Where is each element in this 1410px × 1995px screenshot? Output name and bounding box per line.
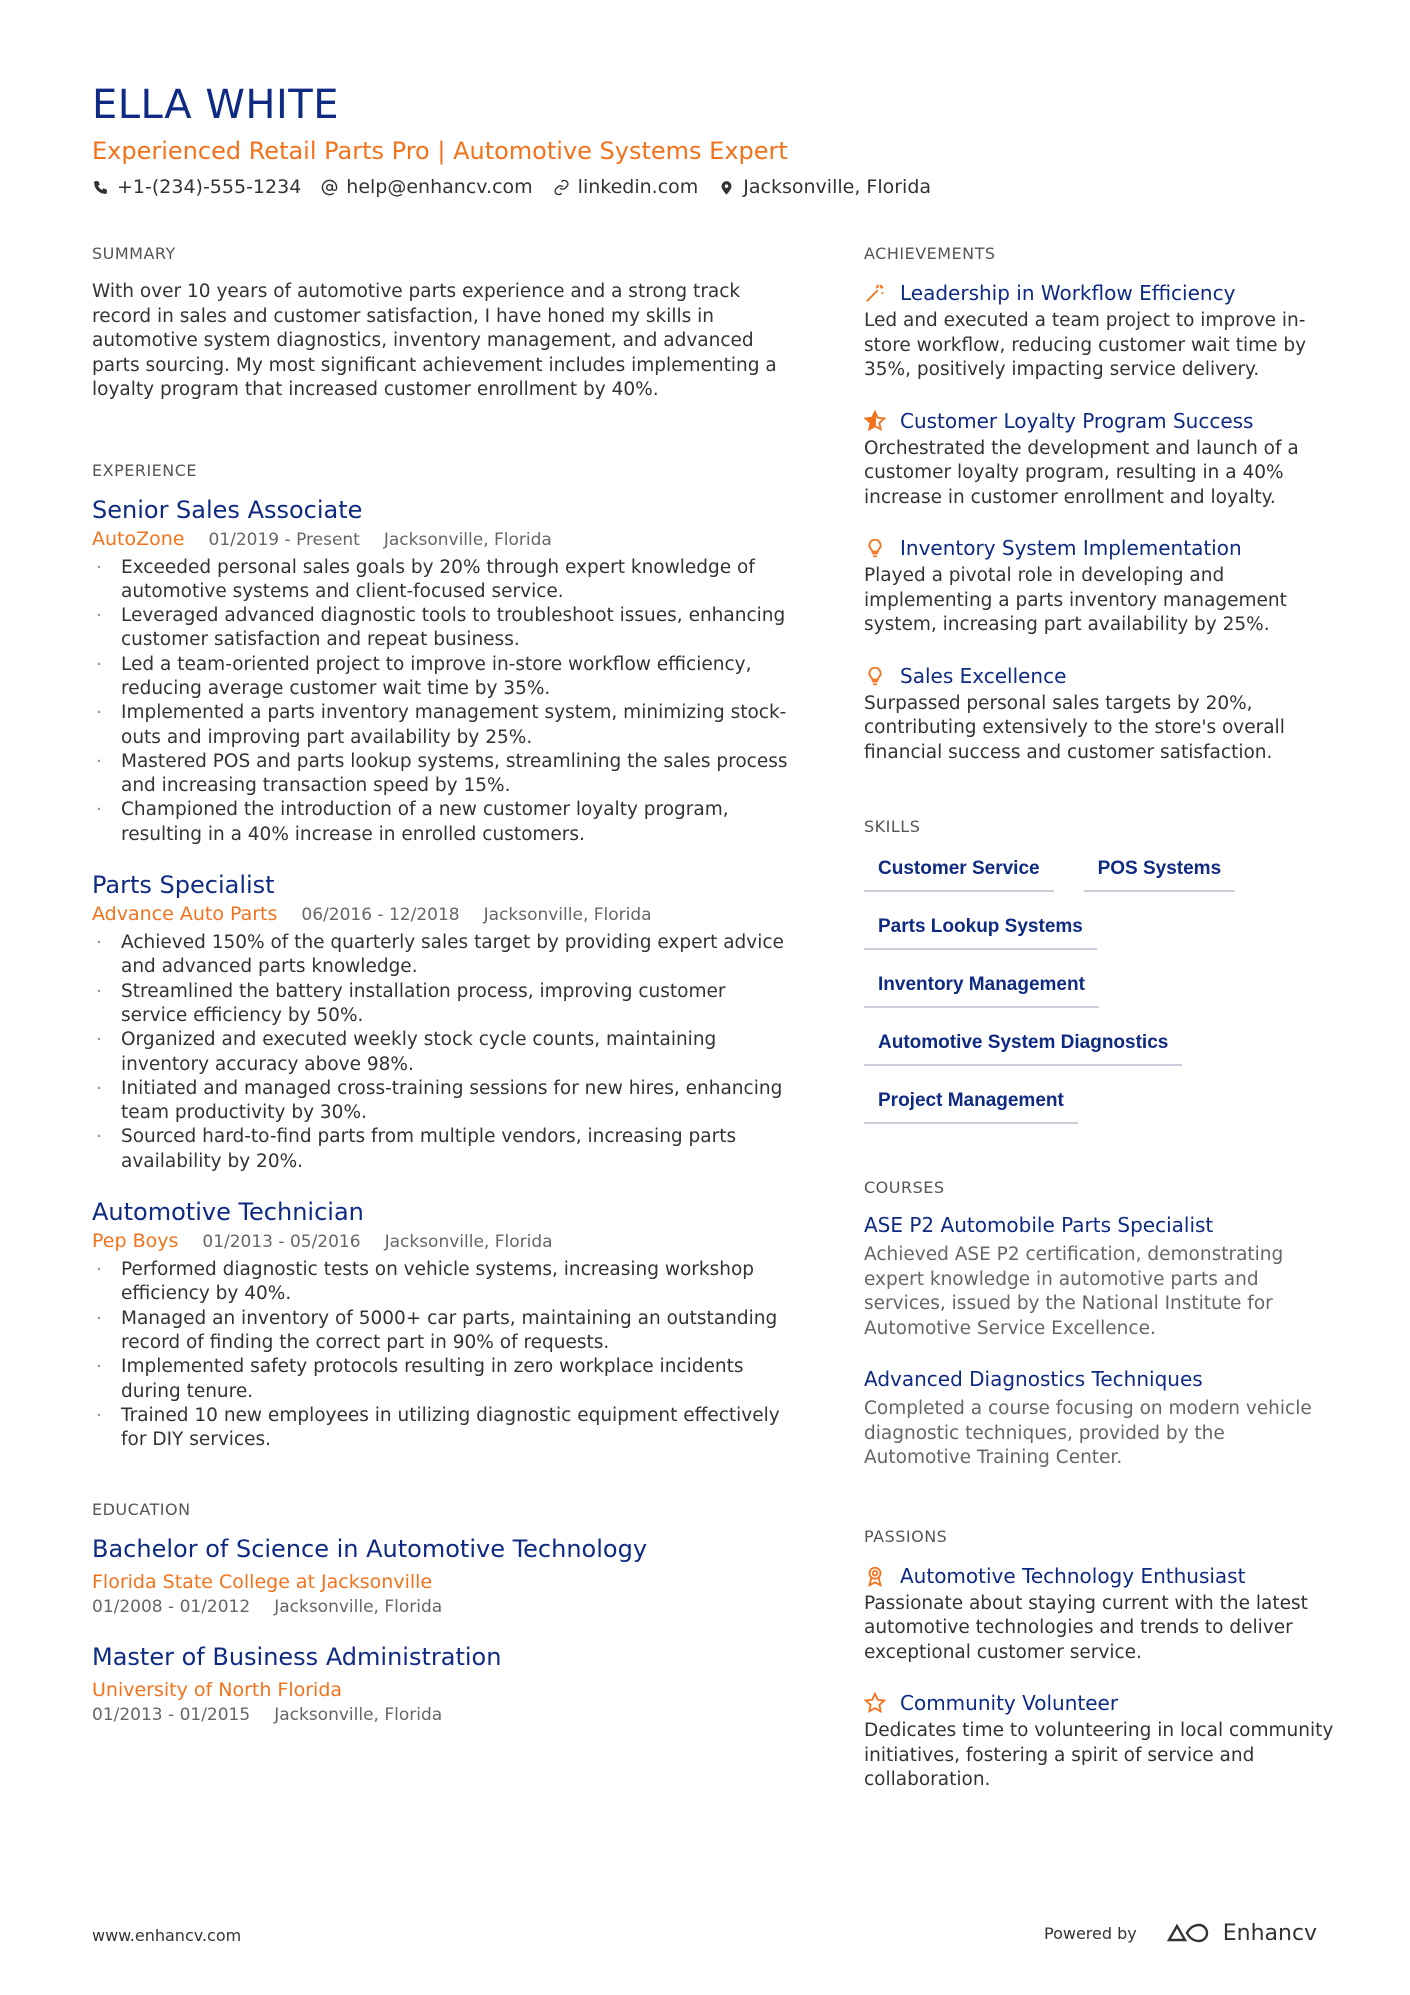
- bullet-item: · Implemented a parts inventory management system, minimizing stock-outs and improving part availability by 25%.: [92, 701, 792, 750]
- bullet-item: · Trained 10 new employees in utilizing diagnostic equipment effectively for DIY services.: [92, 1404, 792, 1453]
- footer-branding: [1044, 1920, 1317, 1946]
- achievement-header: [864, 664, 1334, 688]
- award-ribbon-icon: [864, 1565, 886, 1587]
- skills-list: [864, 850, 1334, 1140]
- education-dates: 01/2013 - 01/2015: [92, 1705, 251, 1726]
- contact-email[interactable]: [321, 176, 532, 198]
- passion-title: Automotive Technology Enthusiast: [900, 1563, 1246, 1588]
- right-column: [864, 244, 1334, 1793]
- achievement-title: Customer Loyalty Program Success: [900, 408, 1254, 433]
- email-text: help@enhancv.com: [346, 176, 533, 198]
- summary-title: SUMMARY: [92, 244, 176, 263]
- bullet-item: · Organized and executed weekly stock cycle counts, maintaining inventory accuracy above 98%.: [92, 1028, 792, 1077]
- degree-title: Bachelor of Science in Automotive Technology: [92, 1535, 648, 1564]
- bullet-item: · Exceeded personal sales goals by 20% through expert knowledge of automotive systems and client-focused service.: [92, 556, 792, 605]
- skill-tag: Parts Lookup Systems: [864, 908, 1097, 950]
- job-title: Senior Sales Associate: [92, 495, 363, 524]
- job-dates: 01/2013 - 05/2016: [202, 1232, 361, 1253]
- achievement-title: Leadership in Workflow Efficiency: [900, 281, 1236, 305]
- lightbulb-icon: [864, 537, 886, 559]
- achievements-section: [864, 244, 1334, 765]
- skill-tag: POS Systems: [1084, 850, 1236, 892]
- courses-section: [864, 1178, 1334, 1471]
- phone-icon: [92, 179, 109, 196]
- lightbulb-icon: [864, 665, 886, 687]
- job-bullets: [92, 1258, 792, 1452]
- skill-tag: Customer Service: [864, 850, 1054, 892]
- achievement-item: [864, 281, 1334, 383]
- contact-phone[interactable]: [92, 176, 301, 198]
- course-text: Completed a course focusing on modern vehicle diagnostic techniques, provided by the Automotive Training Center.: [864, 1398, 1312, 1468]
- education-section: [92, 1500, 792, 1725]
- course-title: Advanced Diagnostics Techniques: [864, 1367, 1203, 1391]
- education-meta: [92, 1597, 792, 1617]
- bullet-item: · Sourced hard-to-find parts from multiple vendors, increasing parts availability by 20%.: [92, 1125, 792, 1174]
- passions-title: PASSIONS: [864, 1526, 948, 1546]
- job-company: Advance Auto Parts: [92, 903, 278, 926]
- skill-tag: Inventory Management: [864, 966, 1099, 1008]
- left-column: [92, 244, 792, 1725]
- achievement-item: [864, 664, 1334, 766]
- bullet-item: · Led a team-oriented project to improve in-store workflow efficiency, reducing average customer wait time by 35%.: [92, 653, 792, 702]
- summary-text: With over 10 years of automotive parts experience and a strong track record in sales and customer satisfaction, I have honed my skills in automotive system diagnostics, inventory management, and advanced parts sourcing. My most significant achievement includes implementing a loyalty program that increased customer enrollment by 40%.: [92, 281, 777, 400]
- map-pin-icon: [718, 179, 735, 196]
- courses-title: COURSES: [864, 1178, 945, 1197]
- job-meta: [92, 1230, 792, 1252]
- education-meta: [92, 1705, 792, 1725]
- magic-wand-icon: [864, 282, 886, 304]
- achievement-title: Sales Excellence: [900, 663, 1067, 688]
- passion-header: [864, 1564, 1334, 1588]
- contact-linkedin[interactable]: [553, 176, 699, 198]
- job-title: Automotive Technician: [92, 1198, 364, 1227]
- achievement-header: [864, 409, 1334, 433]
- course-item: [864, 1213, 1334, 1341]
- job-meta: [92, 903, 792, 925]
- job-entry: [92, 871, 792, 1174]
- achievement-title: Inventory System Implementation: [900, 536, 1242, 560]
- education-title: EDUCATION: [92, 1500, 191, 1520]
- skill-tag: Project Management: [864, 1082, 1078, 1124]
- headline: Experienced Retail Parts Pro | Automotive Systems Expert: [92, 137, 788, 165]
- star-half-icon: [864, 410, 886, 432]
- powered-by-label: Powered by: [1044, 1923, 1137, 1943]
- brand-name: Enhancv: [1222, 1920, 1318, 1946]
- achievement-text: Surpassed personal sales targets by 20%, contributing extensively to the store's overall financial success and customer satisfaction.: [864, 692, 1285, 763]
- bullet-item: · Streamlined the battery installation process, improving customer service efficiency by 50%.: [92, 980, 792, 1029]
- job-dates: 06/2016 - 12/2018: [301, 905, 460, 926]
- passion-header: [864, 1691, 1334, 1715]
- contact-bar: [92, 176, 951, 198]
- achievement-header: [864, 536, 1334, 560]
- job-dates: 01/2019 - Present: [208, 529, 360, 550]
- job-location: Jacksonville, Florida: [483, 905, 652, 926]
- passion-text: Passionate about staying current with the latest automotive technologies and trends to deliver exceptional customer service.: [864, 1592, 1308, 1663]
- course-item: [864, 1367, 1334, 1471]
- experience-title: EXPERIENCE: [92, 460, 198, 480]
- passion-item: [864, 1691, 1334, 1793]
- job-entry: [92, 496, 792, 848]
- bullet-item: · Performed diagnostic tests on vehicle systems, increasing workshop efficiency by 40%.: [92, 1258, 792, 1307]
- bullet-item: · Achieved 150% of the quarterly sales target by providing expert advice and advanced parts knowledge.: [92, 931, 792, 980]
- bullet-item: · Initiated and managed cross-training sessions for new hires, enhancing team productivity by 30%.: [92, 1077, 792, 1126]
- education-entry: [92, 1535, 792, 1617]
- achievement-header: [864, 281, 1334, 305]
- job-title: Parts Specialist: [92, 871, 275, 900]
- course-title: ASE P2 Automobile Parts Specialist: [864, 1213, 1214, 1237]
- job-company: AutoZone: [92, 527, 185, 550]
- education-entry: [92, 1643, 792, 1725]
- enhancv-logo-icon: [1165, 1920, 1213, 1946]
- school-name: Florida State College at Jacksonville: [92, 1571, 433, 1594]
- skills-title: SKILLS: [864, 817, 921, 836]
- job-location: Jacksonville, Florida: [384, 1232, 553, 1253]
- skills-section: [864, 817, 1334, 1140]
- job-meta: [92, 528, 792, 550]
- achievements-title: ACHIEVEMENTS: [864, 244, 996, 263]
- education-location: Jacksonville, Florida: [274, 1597, 443, 1618]
- footer-website[interactable]: www.enhancv.com: [92, 1926, 242, 1945]
- skill-tag: Automotive System Diagnostics: [864, 1024, 1182, 1066]
- bullet-item: · Managed an inventory of 5000+ car parts, maintaining an outstanding record of finding the correct part in 90% of requests.: [92, 1307, 792, 1356]
- experience-section: [92, 461, 792, 1453]
- linkedin-text: linkedin.com: [577, 176, 699, 198]
- passions-section: [864, 1527, 1334, 1793]
- bullet-item: · Implemented safety protocols resulting in zero workplace incidents during tenure.: [92, 1355, 792, 1404]
- course-text: Achieved ASE P2 certification, demonstrating expert knowledge in automotive parts and services, issued by the National Institute for Automotive Service Excellence.: [864, 1244, 1284, 1339]
- link-icon: [553, 179, 570, 196]
- phone-text: +1-(234)-555-1234: [117, 176, 302, 198]
- brand-logo[interactable]: [1165, 1920, 1317, 1946]
- job-entry: [92, 1198, 792, 1452]
- contact-location: [718, 176, 931, 198]
- summary-section: [92, 244, 792, 403]
- achievement-item: [864, 536, 1334, 638]
- location-text: Jacksonville, Florida: [743, 176, 932, 198]
- passion-item: [864, 1564, 1334, 1666]
- achievement-item: [864, 409, 1334, 511]
- job-bullets: [92, 931, 792, 1174]
- school-name: University of North Florida: [92, 1679, 343, 1702]
- bullet-item: · Mastered POS and parts lookup systems, streamlining the sales process and increasing transaction speed by 15%.: [92, 750, 792, 799]
- education-dates: 01/2008 - 01/2012: [92, 1597, 251, 1618]
- at-sign-icon: [321, 179, 338, 196]
- degree-title: Master of Business Administration: [92, 1643, 502, 1672]
- passion-text: Dedicates time to volunteering in local community initiatives, fostering a spirit of service and collaboration.: [864, 1720, 1334, 1790]
- achievement-text: Played a pivotal role in developing and implementing a parts inventory management system, increasing part availability by 25%.: [864, 565, 1287, 635]
- job-company: Pep Boys: [92, 1230, 179, 1253]
- job-location: Jacksonville, Florida: [383, 529, 552, 550]
- star-icon: [864, 1692, 886, 1714]
- achievement-text: Led and executed a team project to improve in-store workflow, reducing customer wait time by 35%, positively impacting service delivery.: [864, 310, 1307, 380]
- achievement-text: Orchestrated the development and launch of a customer loyalty program, resulting in a 40% increase in customer enrollment and loyalty.: [864, 437, 1299, 508]
- passion-title: Community Volunteer: [900, 1691, 1119, 1715]
- bullet-item: · Championed the introduction of a new customer loyalty program, resulting in a 40% increase in enrolled customers.: [92, 798, 792, 847]
- bullet-item: · Leveraged advanced diagnostic tools to troubleshoot issues, enhancing customer satisfaction and repeat business.: [92, 604, 792, 653]
- education-location: Jacksonville, Florida: [274, 1705, 443, 1726]
- job-bullets: [92, 556, 792, 848]
- candidate-name: ELLA WHITE: [92, 82, 339, 128]
